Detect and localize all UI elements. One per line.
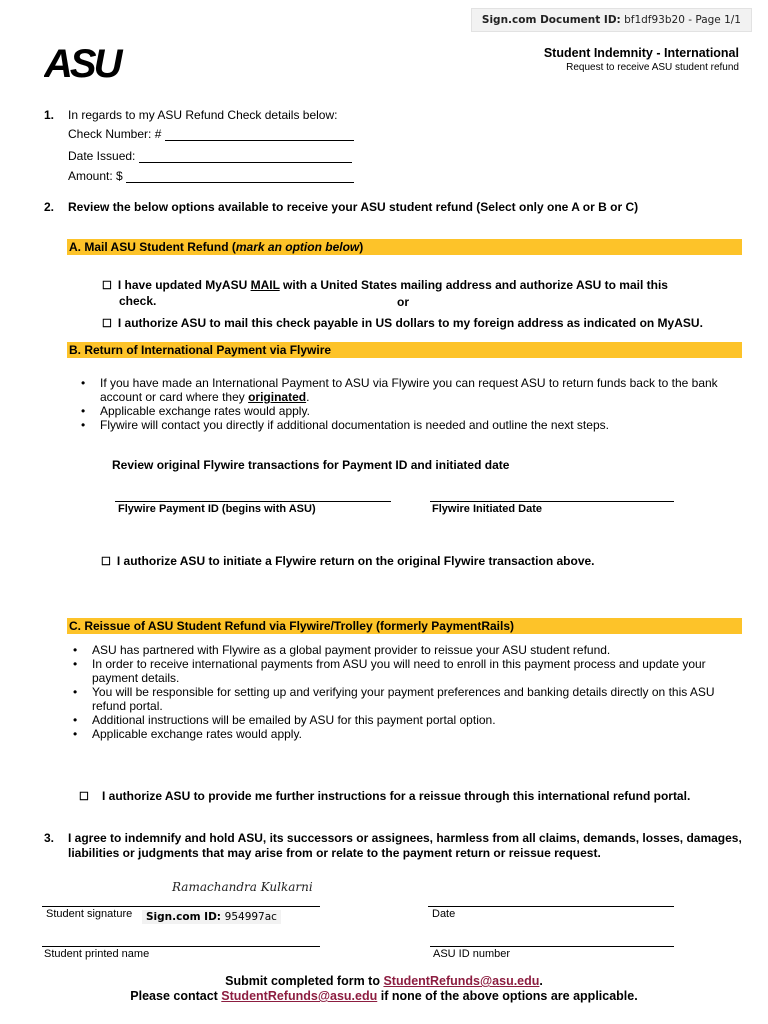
student-signature-image: Ramachandra Kulkarni <box>172 880 313 894</box>
page-title: Student Indemnity - International <box>543 46 739 60</box>
signcom-id-value: 954997ac <box>224 911 277 923</box>
checkbox-mail-us-address[interactable]: ☐ <box>102 280 112 292</box>
date-label: Date <box>432 908 456 920</box>
signcom-id-badge <box>142 910 281 924</box>
section-a-option-2 <box>102 316 703 332</box>
section-b-bullets <box>75 376 735 432</box>
document-id-label: Sign.com Document ID: <box>481 14 621 26</box>
date-issued-label: Date Issued: <box>68 149 136 163</box>
section-b-title: B. Return of International Payment via Flywire <box>69 343 332 357</box>
checkbox-flywire-return[interactable]: ☐ <box>101 556 111 568</box>
check-number-label: Check Number: # <box>68 127 162 141</box>
item-2-text: Review the below options available to receive your ASU student refund (Select only one A or B or C) <box>68 200 639 214</box>
section-c-bullets <box>67 643 727 741</box>
section-b-header <box>67 342 742 358</box>
amount-label: Amount: $ <box>68 169 123 183</box>
document-id-value: bf1df93b20 - Page 1/1 <box>624 14 741 26</box>
signcom-id-label: Sign.com ID: <box>146 911 221 923</box>
item-2-number: 2. <box>44 200 55 214</box>
footer-submit <box>0 974 768 988</box>
or-separator: or <box>397 295 409 309</box>
document-id-banner <box>471 8 752 32</box>
flywire-payment-id-field[interactable] <box>115 501 391 502</box>
amount-field[interactable] <box>126 169 354 183</box>
bullet-1-text: If you have made an International Payment to ASU via Flywire you can request ASU to return funds back to the bank account or card where they <box>100 376 718 404</box>
option-1-text-b: with a United States mailing address and authorize ASU to mail this <box>279 278 668 292</box>
flywire-review-instruction: Review original Flywire transactions for Payment ID and initiated date <box>112 458 510 472</box>
list-item: • Additional instructions will be emailed by ASU for this payment portal option. <box>67 713 727 727</box>
asu-logo-text: ASU <box>44 42 120 82</box>
student-signature-line[interactable] <box>42 906 320 907</box>
list-item: • Applicable exchange rates would apply. <box>67 727 727 741</box>
list-item: • Applicable exchange rates would apply. <box>75 404 735 418</box>
section-a-title: A. Mail ASU Student Refund ( <box>69 240 236 254</box>
asu-id-label: ASU ID number <box>433 948 511 960</box>
flywire-initiated-date-label: Flywire Initiated Date <box>432 503 543 515</box>
amount-row <box>68 169 354 183</box>
student-refunds-email-link[interactable]: StudentRefunds@asu.edu <box>383 974 540 988</box>
list-item: • Flywire will contact you directly if additional documentation is needed and outline the next steps. <box>75 418 735 432</box>
section-a-title-close: ) <box>359 240 364 254</box>
checkbox-mail-foreign-address[interactable]: ☐ <box>102 318 112 330</box>
page-subtitle: Request to receive ASU student refund <box>566 62 739 73</box>
printed-name-label: Student printed name <box>44 948 150 960</box>
date-line[interactable] <box>428 906 674 907</box>
footer-contact <box>0 989 768 1003</box>
option-2-text: I authorize ASU to mail this check payable in US dollars to my foreign address as indicated on MyASU. <box>117 316 703 330</box>
footer-submit-end: . <box>539 974 543 988</box>
flywire-initiated-date-field[interactable] <box>430 501 674 502</box>
option-1-text-a: I have updated MyASU <box>117 278 251 292</box>
date-issued-row <box>68 149 352 163</box>
check-number-field[interactable] <box>165 127 354 141</box>
footer-submit-text: Submit completed form to <box>225 974 384 988</box>
check-number-row <box>68 127 354 141</box>
section-c-authorize-text: I authorize ASU to provide me further instructions for a reissue through this international refund portal. <box>102 789 691 803</box>
section-a-title-emphasis: mark an option below <box>235 240 360 254</box>
bullet-1-end: . <box>306 390 310 404</box>
footer-contact-text: Please contact <box>130 989 222 1003</box>
section-a-option-1 <box>102 278 722 294</box>
student-refunds-email-link-2[interactable]: StudentRefunds@asu.edu <box>221 989 378 1003</box>
section-c-header <box>67 618 742 634</box>
item-1-text: In regards to my ASU Refund Check details below: <box>68 108 338 122</box>
date-issued-field[interactable] <box>139 149 352 163</box>
list-item: • You will be responsible for setting up and verifying your payment preferences and banking details directly on this ASU refund portal. <box>67 685 727 713</box>
bullet-1-originated: originated <box>248 390 307 404</box>
footer-contact-end: if none of the above options are applicable. <box>377 989 638 1003</box>
student-signature-label: Student signature <box>46 908 133 920</box>
printed-name-line[interactable] <box>42 946 320 947</box>
item-3-number: 3. <box>44 831 55 845</box>
flywire-payment-id-label: Flywire Payment ID (begins with ASU) <box>118 503 316 515</box>
item-1-number: 1. <box>44 108 55 122</box>
option-1-line-2: check. <box>119 294 157 308</box>
list-item: • ASU has partnered with Flywire as a global payment provider to reissue your ASU student refund. <box>67 643 727 657</box>
option-1-text-mail: MAIL <box>250 278 280 292</box>
section-b-authorize-text: I authorize ASU to initiate a Flywire return on the original Flywire transaction above. <box>116 554 595 568</box>
asu-logo <box>44 42 124 82</box>
section-c-title: C. Reissue of ASU Student Refund via Flywire/Trolley (formerly PaymentRails) <box>69 619 514 633</box>
section-c-authorize: ☐ I authorize ASU to provide me further instructions for a reissue through this international refund portal. <box>79 789 691 803</box>
list-item: • In order to receive international payments from ASU you will need to enroll in this payment process and update your payment details. <box>67 657 727 685</box>
item-3-text: I agree to indemnify and hold ASU, its successors or assignees, harmless from all claims, demands, losses, damages, liabilities or judgments that may arise from or relate to the payment return or reissue request. <box>68 831 742 860</box>
section-a-header <box>67 239 742 255</box>
section-b-authorize <box>101 554 595 570</box>
list-item <box>75 376 735 404</box>
asu-id-line[interactable] <box>430 946 674 947</box>
